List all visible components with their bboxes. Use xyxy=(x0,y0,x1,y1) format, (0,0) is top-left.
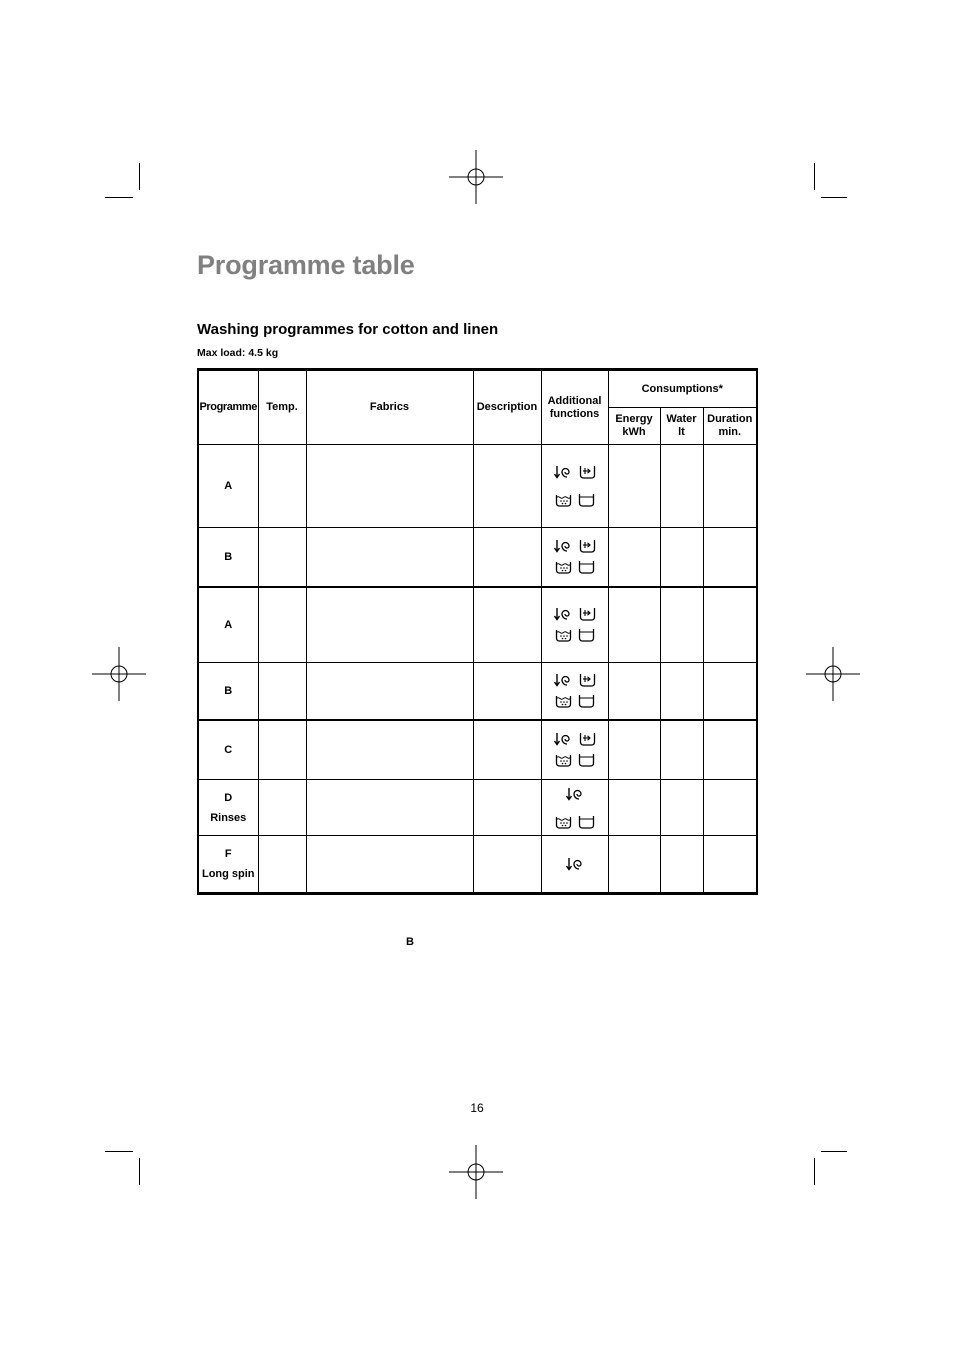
additional-functions-cell xyxy=(541,780,608,836)
header-duration xyxy=(703,408,757,445)
prewash-icon xyxy=(579,732,596,746)
table-row xyxy=(198,836,757,894)
section-title: Washing programmes for cotton and linen xyxy=(197,321,499,338)
description-cell xyxy=(473,445,541,528)
fabrics-cell xyxy=(306,836,473,894)
description-cell xyxy=(473,528,541,587)
header-duration-line1: Duration xyxy=(707,413,753,425)
registration-mark-icon xyxy=(449,1145,503,1199)
fabrics-cell xyxy=(306,720,473,780)
description-cell xyxy=(473,780,541,836)
header-consumptions: Consumptions* xyxy=(608,370,757,408)
programme-cell xyxy=(198,780,258,836)
duration-cell xyxy=(703,587,757,663)
prewash-icon xyxy=(579,673,596,687)
header-description: Description xyxy=(473,370,541,445)
header-duration-line2: min. xyxy=(718,426,742,438)
description-cell xyxy=(473,663,541,720)
programme-cell xyxy=(198,528,258,587)
description-cell xyxy=(473,720,541,780)
energy-cell xyxy=(608,528,660,587)
page-number: 16 xyxy=(470,1101,484,1115)
programme-cell xyxy=(198,663,258,720)
fabrics-cell xyxy=(306,587,473,663)
water-cell xyxy=(660,528,703,587)
header-additional-functions xyxy=(541,370,608,445)
additional-functions-cell xyxy=(541,587,608,663)
rinse-hold-icon xyxy=(578,493,595,507)
table-row xyxy=(198,663,757,720)
header-temp: Temp. xyxy=(258,370,306,445)
programme-name: Rinses xyxy=(210,811,247,824)
crop-mark xyxy=(814,163,815,190)
soak-icon xyxy=(555,560,572,574)
temp-cell xyxy=(258,780,306,836)
energy-cell xyxy=(608,445,660,528)
table-row xyxy=(198,780,757,836)
rinse-hold-icon xyxy=(578,628,595,642)
crop-mark xyxy=(105,197,133,198)
soak-icon xyxy=(555,694,572,708)
water-cell xyxy=(660,780,703,836)
energy-cell xyxy=(608,663,660,720)
crop-mark xyxy=(821,197,847,198)
header-additional-line1: Additional xyxy=(547,394,602,407)
page-title: Programme table xyxy=(197,250,415,280)
header-water-line1: Water xyxy=(666,413,697,425)
rinse-hold-icon xyxy=(578,815,595,829)
fabrics-cell xyxy=(306,445,473,528)
temp-cell xyxy=(258,445,306,528)
spin-icon xyxy=(553,607,573,621)
water-cell xyxy=(660,587,703,663)
description-cell xyxy=(473,836,541,894)
header-energy-line2: kWh xyxy=(622,426,646,438)
prewash-icon xyxy=(579,607,596,621)
programme-letter: B xyxy=(224,550,233,563)
fabrics-cell xyxy=(306,780,473,836)
fabrics-cell xyxy=(306,663,473,720)
duration-cell xyxy=(703,663,757,720)
prewash-icon xyxy=(579,539,596,553)
duration-cell xyxy=(703,720,757,780)
rinse-hold-icon xyxy=(578,560,595,574)
duration-cell xyxy=(703,836,757,894)
additional-functions-cell xyxy=(541,445,608,528)
additional-functions-cell xyxy=(541,720,608,780)
additional-functions-cell xyxy=(541,836,608,894)
duration-cell xyxy=(703,528,757,587)
temp-cell xyxy=(258,663,306,720)
registration-mark-icon xyxy=(806,647,860,701)
note-letter: B xyxy=(406,936,414,948)
table-row xyxy=(198,445,757,528)
crop-mark xyxy=(105,1151,133,1152)
programme-letter: C xyxy=(224,743,233,756)
description-cell xyxy=(473,587,541,663)
programme-letter: F xyxy=(224,848,232,860)
additional-functions-cell xyxy=(541,528,608,587)
programme-cell xyxy=(198,445,258,528)
programme-cell xyxy=(198,836,258,894)
water-cell xyxy=(660,720,703,780)
crop-mark xyxy=(139,1158,140,1185)
soak-icon xyxy=(555,493,572,507)
rinse-hold-icon xyxy=(578,694,595,708)
energy-cell xyxy=(608,587,660,663)
additional-functions-cell xyxy=(541,663,608,720)
spin-icon xyxy=(553,732,573,746)
water-cell xyxy=(660,836,703,894)
crop-mark xyxy=(139,163,140,190)
header-fabrics: Fabrics xyxy=(306,370,473,445)
programme-cell xyxy=(198,587,258,663)
table-row xyxy=(198,528,757,587)
prewash-icon xyxy=(579,465,596,479)
table-row xyxy=(198,720,757,780)
header-water-line2: lt xyxy=(678,426,685,438)
programme-letter: B xyxy=(224,684,233,697)
crop-mark xyxy=(814,1158,815,1185)
programme-letter: D xyxy=(224,791,233,804)
duration-cell xyxy=(703,445,757,528)
programme-name: Long spin xyxy=(201,868,255,880)
fabrics-cell xyxy=(306,528,473,587)
spin-icon xyxy=(565,857,585,871)
spin-icon xyxy=(553,539,573,553)
crop-mark xyxy=(821,1151,847,1152)
water-cell xyxy=(660,445,703,528)
programme-letter: A xyxy=(224,480,233,492)
programme-cell xyxy=(198,720,258,780)
temp-cell xyxy=(258,836,306,894)
header-water xyxy=(660,408,703,445)
registration-mark-icon xyxy=(449,150,503,204)
temp-cell xyxy=(258,720,306,780)
energy-cell xyxy=(608,720,660,780)
header-programme: Programme xyxy=(198,370,258,445)
soak-icon xyxy=(555,815,572,829)
duration-cell xyxy=(703,780,757,836)
table-row xyxy=(198,587,757,663)
soak-icon xyxy=(555,628,572,642)
programme-table xyxy=(197,368,758,895)
registration-mark-icon xyxy=(92,647,146,701)
header-energy-line1: Energy xyxy=(615,413,653,425)
energy-cell xyxy=(608,780,660,836)
header-additional-line2: functions xyxy=(549,407,600,420)
soak-icon xyxy=(555,753,572,767)
spin-icon xyxy=(565,787,585,801)
water-cell xyxy=(660,663,703,720)
spin-icon xyxy=(553,465,573,479)
rinse-hold-icon xyxy=(578,753,595,767)
temp-cell xyxy=(258,587,306,663)
spin-icon xyxy=(553,673,573,687)
temp-cell xyxy=(258,528,306,587)
header-energy xyxy=(608,408,660,445)
max-load-label: Max load: 4.5 kg xyxy=(197,347,279,359)
programme-letter: A xyxy=(224,618,233,631)
energy-cell xyxy=(608,836,660,894)
